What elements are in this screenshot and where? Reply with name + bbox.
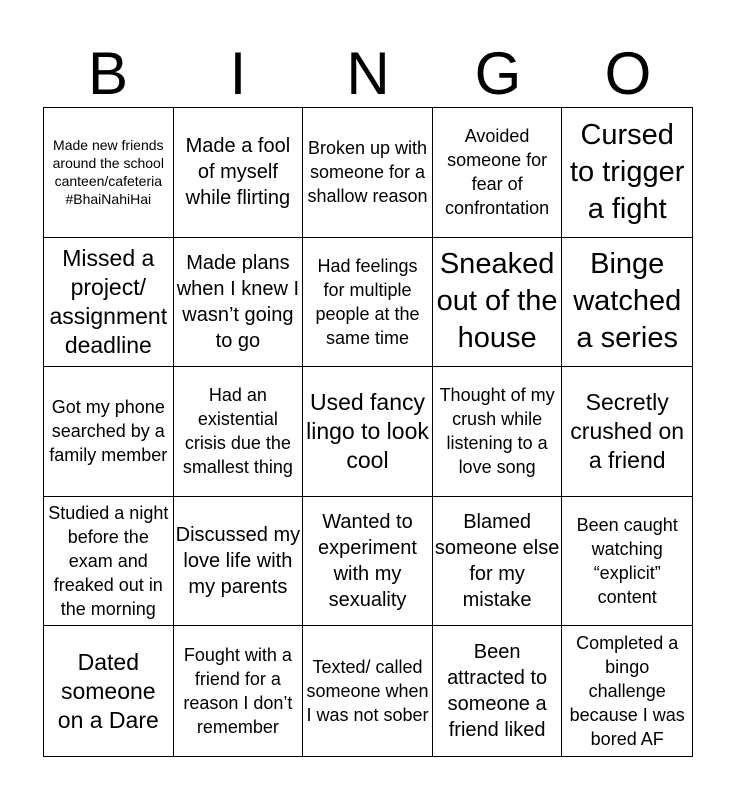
header-letter-i: I: [229, 40, 247, 107]
header-letter-g: G: [474, 40, 522, 107]
bingo-cell-text: Secretly crushed on a friend: [570, 388, 685, 473]
bingo-cell-r3-c1[interactable]: [44, 367, 174, 497]
bingo-cell-text: Had feelings for multiple people at the same time: [315, 255, 420, 348]
bingo-cell-text: Got my phone searched by a family member: [49, 397, 168, 466]
bingo-cell-r5-c2[interactable]: [174, 626, 304, 756]
bingo-cell-text: Had an existential crisis due the smallest thing: [182, 385, 293, 478]
bingo-cell-r2-c1[interactable]: [44, 238, 174, 368]
bingo-board: [43, 107, 693, 757]
bingo-cell-r1-c3[interactable]: [303, 108, 433, 238]
bingo-cell-r1-c1[interactable]: [44, 108, 174, 238]
bingo-cell-text: Discussed my love life with my parents: [175, 524, 301, 599]
bingo-cell-r5-c4[interactable]: [433, 626, 563, 756]
bingo-cell-text: Studied a night before the exam and freaked out in the morning: [48, 503, 169, 620]
bingo-cell-text: Binge watched a series: [573, 248, 682, 355]
bingo-cell-r1-c5[interactable]: [562, 108, 692, 238]
bingo-cell-r4-c1[interactable]: [44, 497, 174, 627]
bingo-cell-text: Made new friends around the school canteen/cafeteria #BhaiNahiHai: [52, 137, 164, 208]
bingo-cell-r2-c2[interactable]: [174, 238, 304, 368]
bingo-cell-r5-c5[interactable]: [562, 626, 692, 756]
bingo-header: [43, 40, 693, 108]
bingo-cell-text: Thought of my crush while listening to a love song: [439, 385, 555, 478]
bingo-cell-r5-c1[interactable]: [44, 626, 174, 756]
bingo-cell-r5-c3[interactable]: [303, 626, 433, 756]
header-letter-b: B: [87, 40, 129, 107]
bingo-cell-text: Avoided someone for fear of confrontation: [445, 126, 550, 219]
bingo-cell-r2-c4[interactable]: [433, 238, 563, 368]
bingo-cell-text: Broken up with someone for a shallow reason: [307, 138, 428, 207]
header-letter-n: N: [346, 40, 390, 107]
bingo-cell-r3-c3[interactable]: [303, 367, 433, 497]
bingo-cell-text: Made plans when I knew I wasn’t going to go: [176, 251, 300, 352]
bingo-cell-r4-c5[interactable]: [562, 497, 692, 627]
header-letter-o: O: [604, 40, 652, 107]
bingo-cell-text: Cursed to trigger a fight: [569, 118, 685, 225]
bingo-cell-text: Dated someone on a Dare: [57, 648, 159, 733]
bingo-cell-text: Made a fool of myself while flirting: [185, 135, 291, 210]
bingo-cell-r2-c5[interactable]: [562, 238, 692, 368]
bingo-cell-r4-c4[interactable]: [433, 497, 563, 627]
bingo-cell-r1-c2[interactable]: [174, 108, 304, 238]
bingo-cell-text: Sneaked out of the house: [436, 248, 558, 355]
bingo-cell-text: Missed a project/ assignment deadline: [49, 244, 168, 358]
bingo-cell-r3-c5[interactable]: [562, 367, 692, 497]
bingo-cell-text: Completed a bingo challenge because I was bored AF: [569, 633, 685, 750]
bingo-cell-text: Texted/ called someone when I was not sober: [306, 657, 429, 726]
bingo-cell-r4-c2[interactable]: [174, 497, 304, 627]
bingo-cell-r3-c2[interactable]: [174, 367, 304, 497]
bingo-cell-r3-c4[interactable]: [433, 367, 563, 497]
bingo-cell-r4-c3[interactable]: [303, 497, 433, 627]
bingo-cell-text: Used fancy lingo to look cool: [306, 388, 429, 473]
bingo-cell-text: Been caught watching “explicit” content: [576, 515, 678, 608]
bingo-cell-r1-c4[interactable]: [433, 108, 563, 238]
bingo-cell-text: Blamed someone else for my mistake: [434, 511, 560, 612]
bingo-cell-text: Wanted to experiment with my sexuality: [318, 511, 417, 612]
bingo-cell-r2-c3[interactable]: [303, 238, 433, 368]
bingo-cell-text: Been attracted to someone a friend liked: [447, 641, 548, 742]
bingo-cell-text: Fought with a friend for a reason I don’t remember: [183, 645, 293, 738]
